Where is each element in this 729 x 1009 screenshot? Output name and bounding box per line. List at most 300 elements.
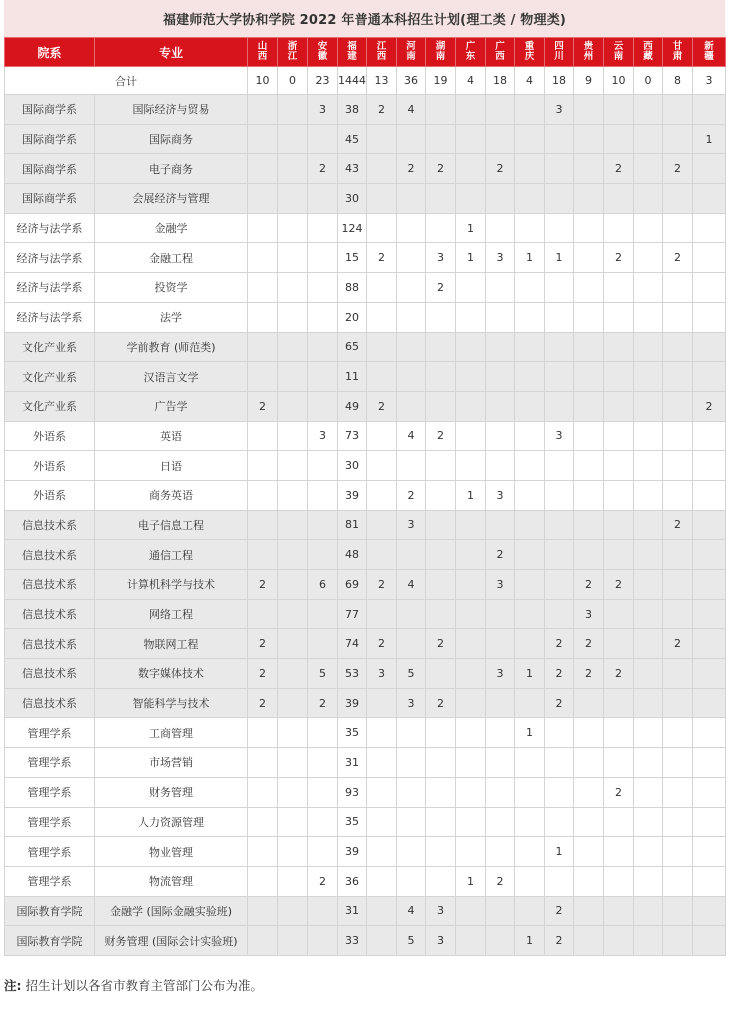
quota-cell [278,421,308,451]
quota-cell [486,837,515,867]
department-cell: 信息技术系 [5,540,95,570]
quota-cell [574,540,604,570]
quota-cell [308,213,338,243]
quota-cell [693,866,726,896]
quota-cell [426,866,456,896]
header-department: 院系 [5,38,95,67]
quota-cell [693,629,726,659]
quota-cell [515,273,545,303]
quota-cell [634,807,663,837]
total-cell: 9 [574,67,604,95]
quota-cell [456,154,486,184]
quota-cell [515,213,545,243]
quota-cell [426,480,456,510]
table-row [5,451,726,481]
quota-cell: 3 [397,688,426,718]
department-cell: 国际商学系 [5,95,95,125]
quota-cell [426,599,456,629]
quota-cell [604,837,634,867]
quota-cell: 2 [426,688,456,718]
department-cell: 信息技术系 [5,570,95,600]
quota-cell [663,184,693,214]
department-cell: 信息技术系 [5,688,95,718]
quota-cell: 3 [397,510,426,540]
quota-cell [515,807,545,837]
header-province [397,38,426,67]
quota-cell [693,570,726,600]
quota-cell [248,243,278,273]
header-province-char: 建 [347,51,357,62]
quota-cell [456,421,486,451]
quota-cell [248,154,278,184]
quota-cell [604,451,634,481]
total-cell: 4 [456,67,486,95]
quota-cell: 3 [486,659,515,689]
quota-cell: 38 [338,95,367,125]
quota-cell [604,510,634,540]
quota-cell: 2 [486,540,515,570]
quota-cell [456,926,486,956]
quota-cell [515,362,545,392]
quota-cell [278,332,308,362]
quota-cell [248,777,278,807]
quota-cell [515,688,545,718]
header-province [515,38,545,67]
quota-cell: 2 [545,926,574,956]
major-cell: 智能科学与技术 [95,688,248,718]
quota-cell: 2 [308,154,338,184]
table-row [5,570,726,600]
quota-cell: 1 [515,243,545,273]
quota-cell [456,837,486,867]
department-cell: 信息技术系 [5,629,95,659]
header-province-char: 西 [495,51,505,62]
quota-cell [278,480,308,510]
quota-cell [397,273,426,303]
quota-cell [308,273,338,303]
quota-cell [367,302,397,332]
header-province-char: 安 [317,41,328,52]
quota-cell [574,748,604,778]
header-province [278,38,308,67]
quota-cell [308,302,338,332]
quota-cell [426,451,456,481]
major-cell: 金融学 (国际金融实验班) [95,896,248,926]
quota-cell [426,540,456,570]
major-cell: 电子商务 [95,154,248,184]
header-province [604,38,634,67]
quota-cell: 2 [574,570,604,600]
department-cell: 信息技术系 [5,510,95,540]
quota-cell [634,95,663,125]
table-body [5,67,726,956]
quota-cell [515,570,545,600]
quota-cell [308,807,338,837]
quota-cell [486,95,515,125]
quota-cell [248,540,278,570]
quota-cell: 124 [338,213,367,243]
quota-cell: 15 [338,243,367,273]
quota-cell: 45 [338,124,367,154]
quota-cell [634,599,663,629]
header-province [574,38,604,67]
department-cell: 外语系 [5,480,95,510]
quota-cell [367,451,397,481]
quota-cell: 36 [338,866,367,896]
quota-cell [456,629,486,659]
quota-cell [693,302,726,332]
quota-cell [515,510,545,540]
quota-cell [693,718,726,748]
table-row [5,124,726,154]
quota-cell: 1 [456,866,486,896]
major-cell: 日语 [95,451,248,481]
header-province-char: 云 [613,41,624,52]
quota-cell [574,866,604,896]
department-cell: 经济与法学系 [5,302,95,332]
table-row [5,748,726,778]
quota-cell [397,124,426,154]
quota-cell [248,896,278,926]
quota-cell [574,95,604,125]
quota-cell: 3 [367,659,397,689]
table-row [5,807,726,837]
quota-cell: 1 [545,837,574,867]
department-cell: 管理学系 [5,837,95,867]
quota-cell: 2 [663,243,693,273]
quota-cell [515,184,545,214]
total-label: 合计 [5,67,248,95]
total-cell: 36 [397,67,426,95]
header-province [308,38,338,67]
quota-cell [456,718,486,748]
table-row [5,154,726,184]
major-cell: 财务管理 (国际会计实验班) [95,926,248,956]
quota-cell [545,451,574,481]
quota-cell [308,184,338,214]
quota-cell [367,332,397,362]
quota-cell [308,451,338,481]
quota-cell: 4 [397,95,426,125]
quota-cell [248,273,278,303]
quota-cell [367,599,397,629]
quota-cell [278,184,308,214]
quota-cell [663,540,693,570]
table-row [5,391,726,421]
header-province [456,38,486,67]
page-title [4,0,725,37]
quota-cell [278,748,308,778]
quota-cell [278,124,308,154]
department-cell: 经济与法学系 [5,213,95,243]
quota-cell [397,748,426,778]
quota-cell: 31 [338,748,367,778]
quota-cell [604,391,634,421]
quota-cell [634,896,663,926]
quota-cell [486,213,515,243]
quota-cell [426,748,456,778]
total-cell: 0 [634,67,663,95]
quota-cell [248,451,278,481]
header-province-char: 肃 [672,51,683,62]
department-cell: 管理学系 [5,807,95,837]
quota-cell [278,926,308,956]
quota-cell: 2 [574,629,604,659]
major-cell: 广告学 [95,391,248,421]
quota-cell: 2 [248,570,278,600]
quota-cell [426,570,456,600]
quota-cell [515,896,545,926]
quota-cell [634,570,663,600]
major-cell: 电子信息工程 [95,510,248,540]
quota-cell: 2 [426,154,456,184]
quota-cell [397,807,426,837]
quota-cell [663,362,693,392]
quota-cell: 3 [426,243,456,273]
quota-cell [278,154,308,184]
quota-cell: 2 [397,154,426,184]
quota-cell [634,926,663,956]
quota-cell [367,421,397,451]
quota-cell [308,926,338,956]
table-row [5,629,726,659]
footnote [4,976,263,994]
quota-cell [604,124,634,154]
total-cell: 1444 [338,67,367,95]
quota-cell [278,391,308,421]
quota-cell [367,688,397,718]
quota-cell [515,421,545,451]
total-cell: 23 [308,67,338,95]
quota-cell: 2 [574,659,604,689]
table-row [5,302,726,332]
quota-cell [308,540,338,570]
quota-cell [634,273,663,303]
header-province [634,38,663,67]
quota-cell [397,777,426,807]
quota-cell [278,659,308,689]
quota-cell [248,302,278,332]
quota-cell [515,302,545,332]
quota-cell [456,273,486,303]
quota-cell: 48 [338,540,367,570]
total-cell: 10 [248,67,278,95]
header-province-char: 贵 [583,41,594,52]
quota-cell [693,184,726,214]
quota-cell [663,480,693,510]
quota-cell [308,748,338,778]
quota-cell [367,837,397,867]
quota-cell: 2 [545,896,574,926]
quota-cell [634,837,663,867]
quota-cell [663,688,693,718]
quota-cell [515,629,545,659]
quota-cell [515,124,545,154]
quota-cell: 74 [338,629,367,659]
quota-cell [367,480,397,510]
quota-cell [426,95,456,125]
quota-cell [604,896,634,926]
quota-cell [426,777,456,807]
quota-cell: 88 [338,273,367,303]
quota-cell: 93 [338,777,367,807]
table-row [5,896,726,926]
quota-cell [574,718,604,748]
quota-cell [693,480,726,510]
quota-cell [397,540,426,570]
header-province-char: 江 [376,41,387,52]
quota-cell [456,184,486,214]
header-province-char: 四 [554,41,564,52]
quota-cell [663,213,693,243]
quota-cell [693,273,726,303]
quota-cell [426,213,456,243]
quota-cell [604,599,634,629]
quota-cell [426,362,456,392]
table-row [5,540,726,570]
quota-cell [545,599,574,629]
quota-cell [456,95,486,125]
quota-cell [545,124,574,154]
quota-cell: 1 [456,213,486,243]
quota-cell [367,718,397,748]
quota-cell: 3 [574,599,604,629]
quota-cell [278,273,308,303]
quota-cell [693,154,726,184]
quota-cell [248,332,278,362]
header-province-char: 南 [406,51,416,62]
quota-cell: 1 [456,480,486,510]
major-cell: 金融学 [95,213,248,243]
department-cell: 信息技术系 [5,599,95,629]
table-row [5,243,726,273]
quota-cell [693,95,726,125]
header-province [367,38,397,67]
quota-cell [456,451,486,481]
quota-cell [248,718,278,748]
quota-cell [486,362,515,392]
quota-cell [515,480,545,510]
quota-cell [278,896,308,926]
total-cell: 8 [663,67,693,95]
quota-cell [574,273,604,303]
page-title-text: 福建师范大学协和学院 2022 年普通本科招生计划(理工类 / 物理类) [162,13,567,28]
quota-cell [426,302,456,332]
quota-cell: 2 [604,154,634,184]
quota-cell: 3 [486,243,515,273]
quota-cell [248,213,278,243]
major-cell: 计算机科学与技术 [95,570,248,600]
quota-cell [278,540,308,570]
quota-cell: 49 [338,391,367,421]
quota-cell [574,777,604,807]
major-cell: 通信工程 [95,540,248,570]
quota-cell: 2 [663,154,693,184]
quota-cell: 3 [308,95,338,125]
header-province [426,38,456,67]
quota-cell [248,184,278,214]
quota-cell: 2 [663,629,693,659]
quota-cell [456,777,486,807]
quota-cell [545,391,574,421]
quota-cell: 2 [693,391,726,421]
quota-cell [604,213,634,243]
header-province-char: 西 [376,51,387,62]
table-row [5,184,726,214]
quota-cell [693,451,726,481]
quota-cell: 4 [397,896,426,926]
quota-cell [367,213,397,243]
quota-cell: 65 [338,332,367,362]
quota-cell: 2 [248,629,278,659]
quota-cell [634,362,663,392]
header-province-char: 西 [643,41,653,52]
quota-cell [486,629,515,659]
quota-cell [634,629,663,659]
quota-cell [367,777,397,807]
quota-cell [574,807,604,837]
quota-cell [574,332,604,362]
major-cell: 国际商务 [95,124,248,154]
quota-cell [308,510,338,540]
quota-cell [426,391,456,421]
quota-cell [663,837,693,867]
quota-cell [515,451,545,481]
quota-cell: 31 [338,896,367,926]
quota-cell [693,243,726,273]
quota-cell [308,718,338,748]
quota-cell [367,124,397,154]
quota-cell [308,777,338,807]
total-cell: 19 [426,67,456,95]
quota-cell [693,748,726,778]
quota-cell: 2 [367,391,397,421]
quota-cell [278,243,308,273]
quota-cell: 35 [338,718,367,748]
quota-cell [545,510,574,540]
department-cell: 国际商学系 [5,124,95,154]
quota-cell [397,391,426,421]
department-cell: 管理学系 [5,748,95,778]
quota-cell [545,718,574,748]
quota-cell [486,688,515,718]
quota-cell [486,807,515,837]
quota-cell [456,570,486,600]
total-cell: 13 [367,67,397,95]
major-cell: 工商管理 [95,718,248,748]
quota-cell: 30 [338,451,367,481]
quota-cell [693,896,726,926]
quota-cell: 2 [248,391,278,421]
department-cell: 信息技术系 [5,659,95,689]
quota-cell: 3 [308,421,338,451]
quota-cell [634,154,663,184]
quota-cell [397,243,426,273]
major-cell: 会展经济与管理 [95,184,248,214]
department-cell: 管理学系 [5,866,95,896]
quota-cell [574,391,604,421]
quota-cell [663,599,693,629]
quota-cell [663,807,693,837]
header-province-char: 山 [257,41,268,52]
quota-cell: 1 [515,926,545,956]
quota-cell: 81 [338,510,367,540]
quota-cell [308,599,338,629]
quota-cell [486,391,515,421]
total-cell: 18 [486,67,515,95]
quota-cell [515,837,545,867]
quota-cell [604,480,634,510]
